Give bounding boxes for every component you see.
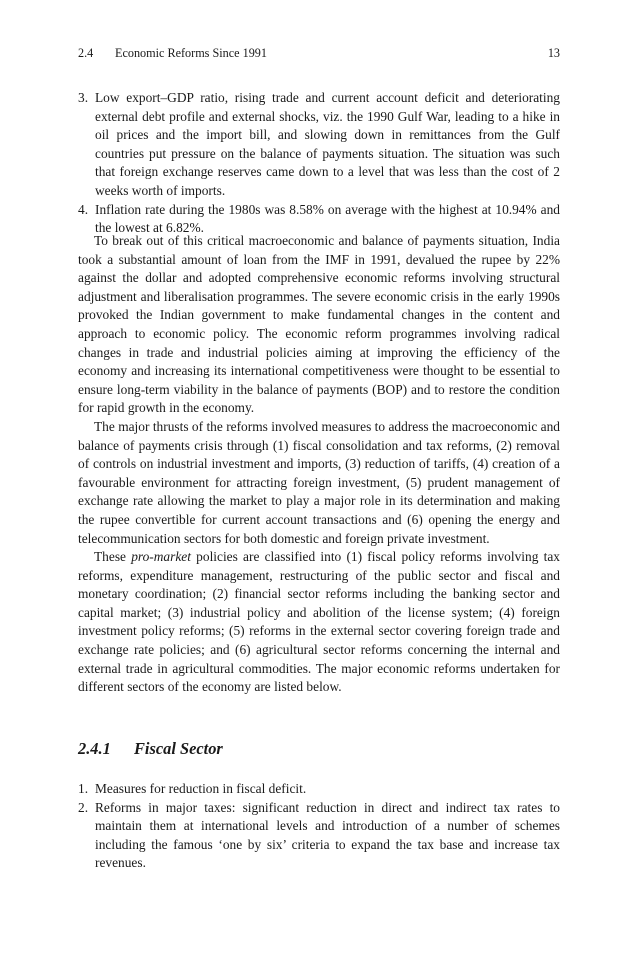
paragraph-lead: These <box>94 549 132 565</box>
list-item-text: Inflation rate during the 1980s was 8.58% on average with the highest at 10.94% and the lowest at 6.82%. <box>95 201 560 236</box>
paragraph-emphasis: pro-market <box>131 549 191 565</box>
section-heading-title: Fiscal Sector <box>134 739 223 758</box>
fiscal-measures-list <box>78 780 560 873</box>
running-head-section-title: Economic Reforms Since 1991 <box>115 46 267 60</box>
running-head-section-number: 2.4 <box>78 46 94 60</box>
section-heading <box>78 739 223 759</box>
list-item <box>78 89 560 201</box>
list-item-text: Low export–GDP ratio, rising trade and current account deficit and deteriorating external debt profile and external shocks, viz. the 1990 Gulf War, leading to a hike in oil prices and the import bill, and slowing down in remittances from the Gulf countries put pressure on the balance of payments situation. The situation was such that foreign exchange reserves came down to a level that was less than the cost of 2 weeks worth of imports. <box>95 90 560 198</box>
list-item-text: Reforms in major taxes: significant reduction in direct and indirect tax rates to maintain them at international levels and introduction of a number of schemes including the famous ‘one by six’ criteria to expand the tax base and increase tax revenues. <box>95 799 560 871</box>
page-number: 13 <box>547 46 560 60</box>
list-item <box>78 799 560 873</box>
list-item <box>78 780 560 799</box>
list-item-number: 1. <box>78 781 89 796</box>
list-item-number: 3. <box>78 90 89 105</box>
body-paragraphs <box>78 232 560 697</box>
section-heading-number: 2.4.1 <box>78 739 111 758</box>
list-item-text: Measures for reduction in fiscal deficit. <box>95 781 307 796</box>
paragraph-reform-thrusts: The major thrusts of the reforms involved measures to address the macroeconomic and balance of payments crisis through (1) fiscal consolidation and tax reforms, (2) removal of controls on industrial investment and imports, (3) reduction of tariffs, (4) creation of a favourable environment for attracting foreign investment, (5) prudent management of exchange rate allowing the market to play a major role in its determination and making the rupee convertible for current account transactions and (6) opening the energy and telecommunication sectors for both domestic and foreign private investment. <box>78 418 560 546</box>
paragraph-pro-market-policies <box>78 548 560 697</box>
causes-list <box>78 89 560 238</box>
paragraph-reform-intro: To break out of this critical macroeconomic and balance of payments situation, India took a substantial amount of loan from the IMF in 1991, devalued the rupee by 22% against the dollar and adopted comprehensive economic reforms involving structural adjustment and liberalisation programmes. The severe economic crisis in the early 1990s provoked the Indian government to make fundamental changes in the content and approach to economic policy. The economic reform programmes involving radical changes in trade and industrial policies aiming at improving the efficiency of the economy and increasing its international competitiveness were thought to be essential to ensure long-term viability in the balance of payments (BOP) and to restore the condition for rapid growth in the economy. <box>78 233 560 416</box>
paragraph-rest: policies are classified into (1) fiscal policy reforms involving tax reforms, expenditure management, restructuring of the public sector and fiscal and monetary coordination; (2) financial sector reforms including the banking sector and capital market; (3) industrial policy and abolition of the license system; (4) foreign investment policy reforms; (5) reforms in the external sector covering foreign trade and exchange rate policies; and (6) agricultural sector reforms concerning the internal and external trade in agricultural commodities. The major economic reforms undertaken for different sectors of the economy are listed below. <box>78 549 560 695</box>
list-item-number: 4. <box>78 201 89 217</box>
list-item-number: 2. <box>78 799 89 815</box>
